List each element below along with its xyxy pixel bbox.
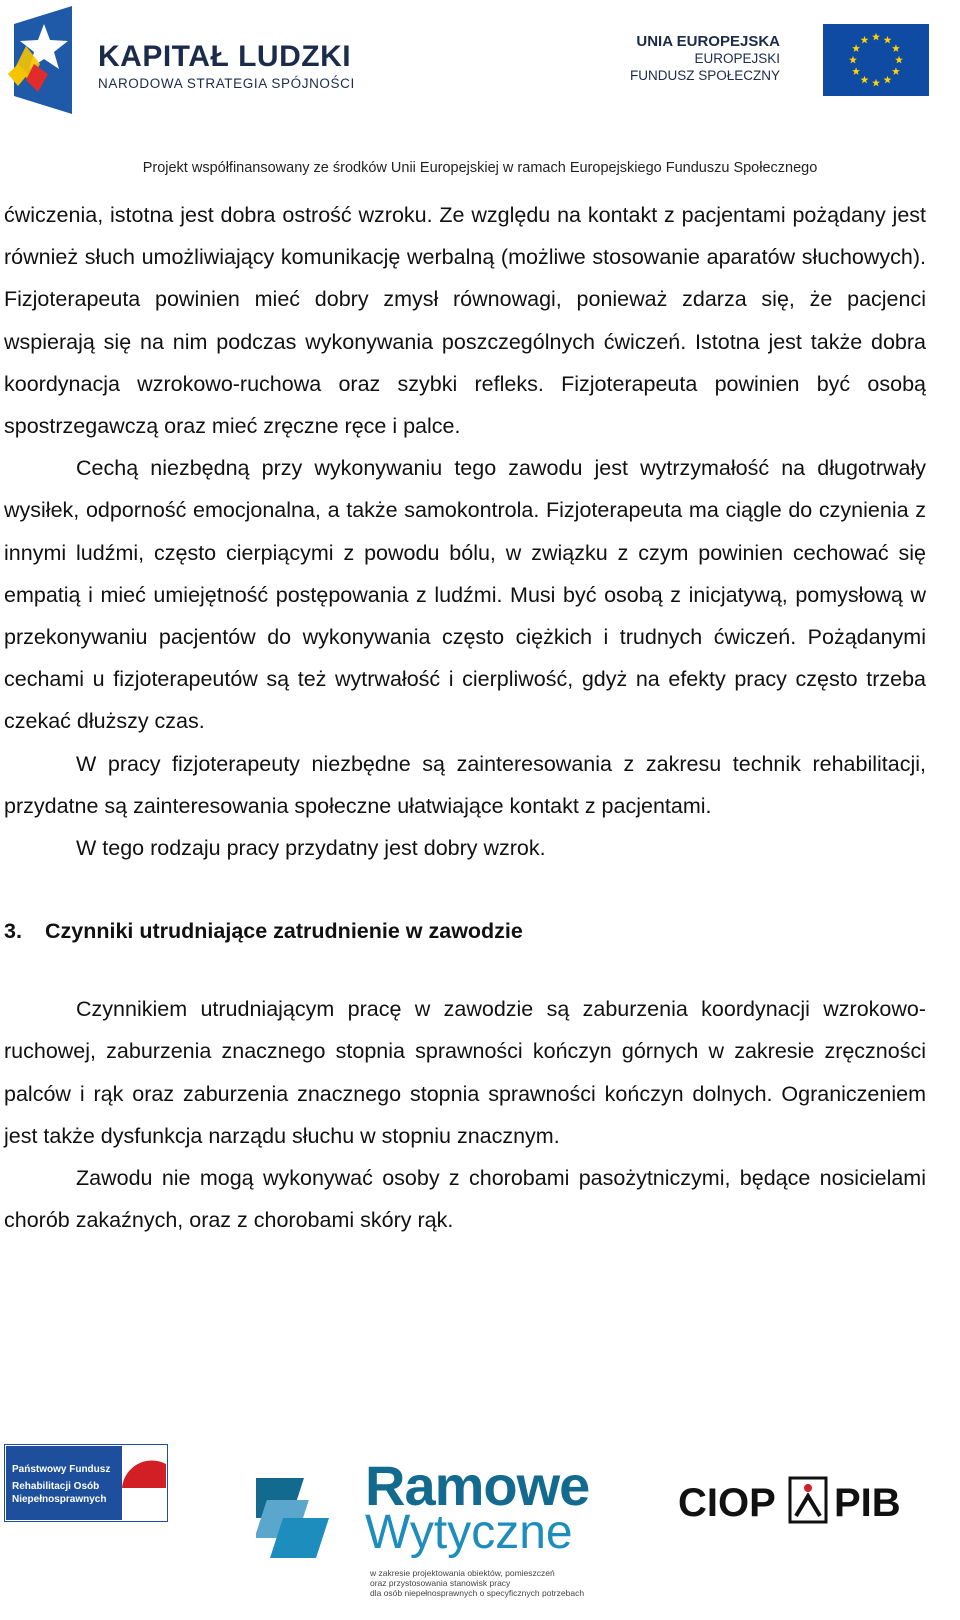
ramowe-wytyczne-mark-icon xyxy=(256,1478,354,1558)
paragraph-2: Cechą niezbędną przy wykonywaniu tego zawodu jest wytrzymałość na długotrwały wysiłek, odporność emocjonalna, a także samokontrola. Fizjoterapeuta ma ciągle do czynienia z innymi ludźmi, często cierpiącymi z powodu bólu, w związku z czym powinien cechować się empatią i mieć umiejętność postępowania z ludźmi. Musi być osobą z inicjatywą, pomysłową w przekonywaniu pacjentów do wykonywania często ciężkich i trudnych ćwiczeń. Pożądanymi cechami u fizjoterapeutów są też wytrwałość i cierpliwość, gdyż na efekty pracy często trzeba czekać dłuższy czas. xyxy=(4,456,926,734)
rw-caption-3: dla osób niepełnosprawnych o specyficznych potrzebach xyxy=(370,1588,585,1598)
paragraph-5: Czynnikiem utrudniającym pracę w zawodzie są zaburzenia koordynacji wzrokowo-ruchowej, zaburzenia znacznego stopnia sprawności kończyn górnych w zakresie zręczności palców i rąk oraz zaburzenia znacznego stopnia sprawności kończyn dolnych. Ograniczeniem jest także dysfunkcja narządu słuchu w stopniu znacznym. xyxy=(4,997,926,1148)
section-title: Czynniki utrudniające zatrudnienie w zawodzie xyxy=(45,919,523,944)
project-note: Projekt współfinansowany ze środków Unii Europejskiej w ramach Europejskiego Funduszu Społecznego xyxy=(142,160,818,176)
rw-caption-1: w zakresie projektowania obiektów, pomieszczeń xyxy=(370,1568,555,1578)
pfron-line-3: Niepełnosprawnych xyxy=(12,1494,107,1505)
program-title: KAPITAŁ LUDZKI xyxy=(98,40,352,73)
paragraph-4: W tego rodzaju pracy przydatny jest dobry wzrok. xyxy=(76,836,546,861)
rw-title-1: Ramowe xyxy=(365,1454,590,1517)
page-header xyxy=(0,0,960,185)
eu-line-3: FUNDUSZ SPOŁECZNY xyxy=(629,68,780,83)
pfron-line-2: Rehabilitacji Osób xyxy=(12,1481,100,1492)
eu-flag-icon xyxy=(823,24,929,96)
ciop-pib-logo-icon xyxy=(678,1476,930,1524)
ciop-text: CIOP xyxy=(678,1481,776,1524)
paragraph-3: W pracy fizjoterapeuty niezbędne są zainteresowania z zakresu technik rehabilitacji, przydatne są zainteresowania społeczne ułatwiające kontakt z pacjentami. xyxy=(4,751,926,818)
program-subtitle: NARODOWA STRATEGIA SPÓJNOŚCI xyxy=(98,76,355,91)
eu-fund-label xyxy=(630,33,780,84)
kapital-ludzki-logo-icon xyxy=(4,6,82,114)
document-body xyxy=(4,194,926,1241)
eu-line-2: EUROPEJSKI xyxy=(694,51,780,66)
rw-title-2: Wytyczne xyxy=(365,1506,573,1559)
rw-caption xyxy=(370,1568,600,1598)
section-number: 3. xyxy=(4,919,22,944)
paragraph-1: ćwiczenia, istotna jest dobra ostrość wzroku. Ze względu na kontakt z pacjentami pożądany jest również słuch umożliwiający komunikację werbalną (możliwe stosowanie aparatów słuchowych). Fizjoterapeuta powinien mieć dobry zmysł równowagi, ponieważ zdarza się, że pacjenci wspierają się na nim podczas wykonywania poszczególnych ćwiczeń. Istotna jest także dobra koordynacja wzrokowo-ruchowa oraz szybki refleks. Fizjoterapeuta powinien być osobą spostrzegawczą oraz mieć zręczne ręce i palce. xyxy=(4,203,926,439)
pfron-logo-icon xyxy=(4,1444,168,1522)
rw-caption-2: oraz przystosowania stanowisk pracy xyxy=(370,1578,511,1588)
section-heading xyxy=(4,910,926,952)
eu-line-1: UNIA EUROPEJSKA xyxy=(636,33,780,50)
pib-text: PIB xyxy=(834,1481,901,1524)
pfron-line-1: Państwowy Fundusz xyxy=(12,1464,111,1475)
paragraph-6: Zawodu nie mogą wykonywać osoby z chorobami pasożytniczymi, będące nosicielami chorób zakaźnych, oraz z chorobami skóry rąk. xyxy=(4,1166,926,1233)
